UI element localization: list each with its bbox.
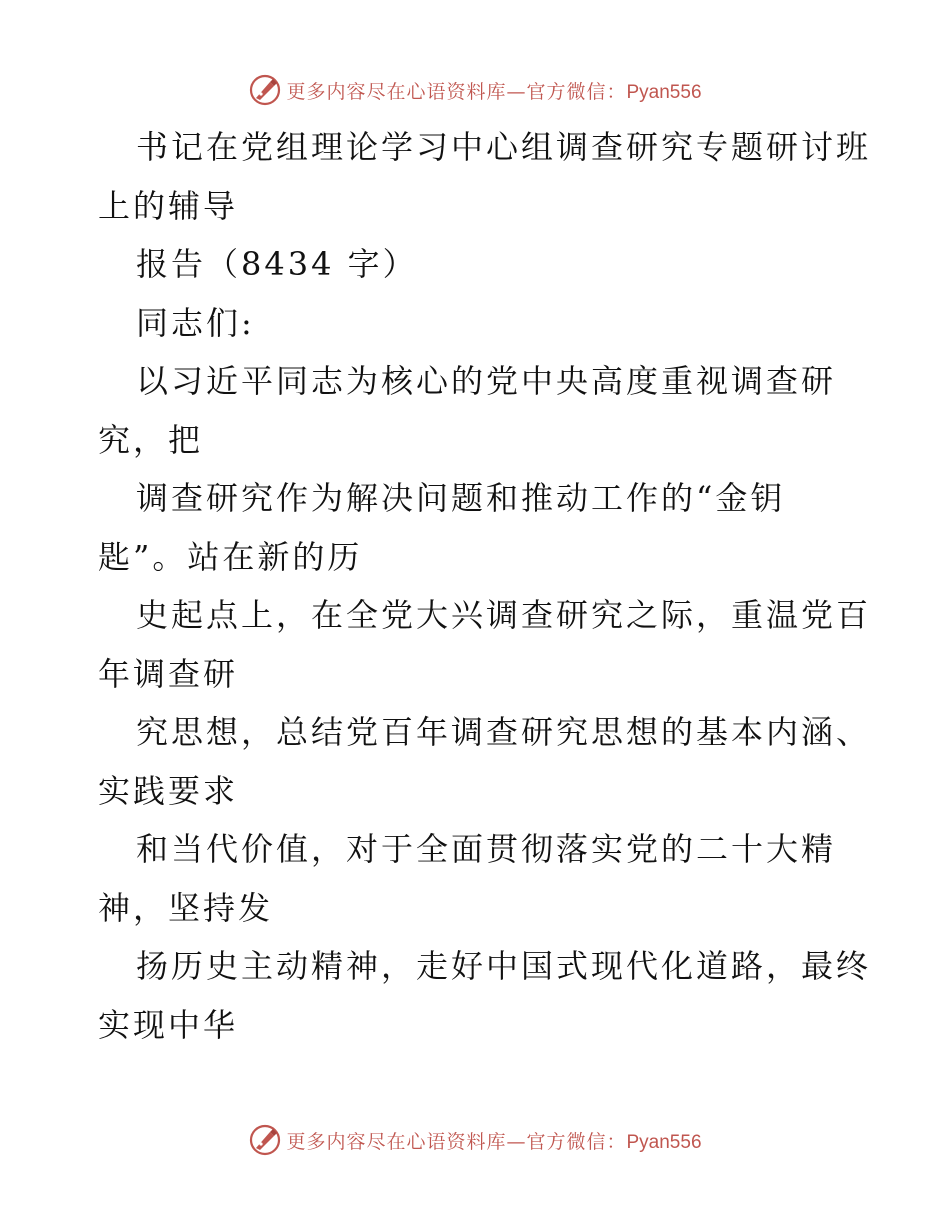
text-line: 实现中华 bbox=[98, 1005, 239, 1044]
text-line: 实践要求 bbox=[98, 771, 239, 810]
text-line: 究思想，总结党百年调查研究思想的基本内涵、 bbox=[136, 713, 872, 751]
watermark-wechat-id: Pyan556 bbox=[626, 1131, 702, 1153]
text-line: 匙”。站在新的历 bbox=[98, 537, 363, 576]
watermark-text bbox=[286, 77, 701, 104]
watermark-text bbox=[286, 1127, 701, 1154]
watermark-main: 更多内容尽在心语资料库 bbox=[286, 1130, 507, 1153]
text-line: 究，把 bbox=[98, 420, 204, 459]
pen-nib-seal-icon bbox=[248, 1123, 282, 1157]
document-body bbox=[98, 118, 872, 1054]
text-line: 报告（8434 字） bbox=[136, 245, 418, 283]
header-watermark bbox=[0, 70, 950, 110]
watermark-wechat-label: 官方微信： bbox=[526, 1130, 627, 1153]
text-line: 史起点上，在全党大兴调查研究之际，重温党百 bbox=[136, 596, 872, 634]
text-line: 年调查研 bbox=[98, 654, 239, 693]
text-line: 扬历史主动精神，走好中国式现代化道路，最终 bbox=[136, 947, 872, 985]
text-line: 神，坚持发 bbox=[98, 888, 274, 927]
watermark-dash: — bbox=[506, 80, 527, 103]
text-line: 书记在党组理论学习中心组调查研究专题研讨班 bbox=[136, 128, 872, 166]
pen-nib-seal-icon bbox=[248, 73, 282, 107]
text-line: 以习近平同志为核心的党中央高度重视调查研 bbox=[136, 362, 837, 400]
text-line: 和当代价值，对于全面贯彻落实党的二十大精 bbox=[136, 830, 837, 868]
text-line: 上的辅导 bbox=[98, 186, 239, 225]
text-line: 调查研究作为解决问题和推动工作的“金钥 bbox=[136, 479, 786, 517]
footer-watermark bbox=[0, 1120, 950, 1160]
text-line: 同志们: bbox=[136, 303, 255, 342]
watermark-wechat-id: Pyan556 bbox=[626, 81, 702, 103]
watermark-wechat-label: 官方微信： bbox=[526, 80, 627, 103]
watermark-dash: — bbox=[506, 1130, 527, 1153]
watermark-main: 更多内容尽在心语资料库 bbox=[286, 80, 507, 103]
